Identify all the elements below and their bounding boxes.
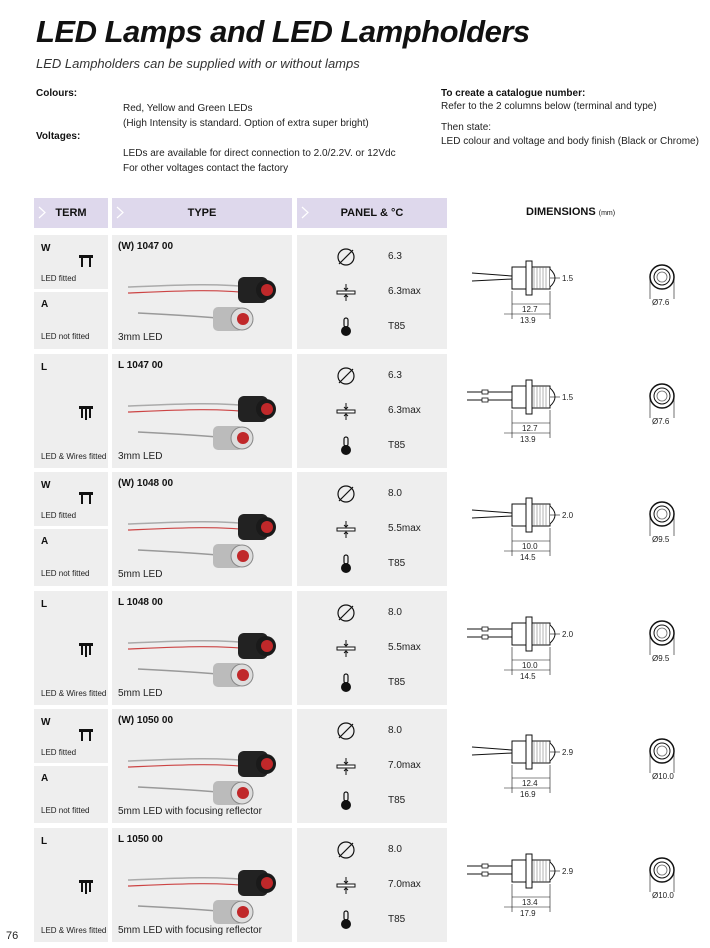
type-desc: 3mm LED [118,332,163,343]
temperature-icon [336,673,356,693]
panel-hole-diameter-icon [336,721,356,741]
column-header-type [112,198,292,228]
panel-value: 6.3max [388,404,421,416]
type-desc: 5mm LED with focusing reflector [118,806,262,817]
dim-diameter: Ø9.5 [652,535,670,544]
temperature-icon [336,436,356,456]
dimension-drawing [462,478,697,583]
panel-thickness-icon [336,401,356,421]
panel-hole-diameter-icon [336,247,356,267]
dimension-drawing [462,715,697,820]
panel-value: T85 [388,321,406,332]
term-letter: A [41,536,49,547]
catalogue-text-2: Then state: [441,122,492,133]
dim-flange: 2.0 [562,629,574,639]
terminal-wires-icon [78,641,94,657]
dim-flange: 2.9 [562,748,574,757]
dim-flange: 1.5 [562,392,574,402]
chevron-right-icon [301,206,309,219]
panel-thickness-icon [336,519,356,539]
catalogue-text-1: Refer to the 2 columns below (terminal and type) [441,101,657,112]
dim-length-1: 10.0 [522,542,538,551]
panel-value: T85 [388,795,406,806]
panel-value: 5.5max [388,523,421,534]
column-header-panel-label: PANEL & °C [340,207,404,219]
panel-value: T85 [388,676,406,688]
panel-hole-diameter-icon [336,840,356,860]
type-code: (W) 1048 00 [118,478,174,489]
panel-value: 8.0 [388,725,402,736]
type-code: (W) 1050 00 [118,715,174,726]
dim-length-2: 13.9 [520,434,536,444]
panel-value: 8.0 [388,488,402,499]
panel-value: 6.3 [388,251,402,262]
panel-value: 6.3 [388,369,402,381]
column-header-panel [297,198,447,228]
term-letter: L [41,361,48,373]
panel-thickness-icon [336,638,356,658]
dimension-drawing [462,360,697,465]
temperature-icon [336,554,356,574]
terminal-wires-icon [78,878,94,894]
panel-hole-diameter-icon [336,366,356,386]
panel-value: 7.0max [388,760,421,771]
terminal-icon [78,490,94,506]
panel-thickness-icon [336,756,356,776]
panel-value: T85 [388,439,406,451]
panel-value: 7.0max [388,878,421,890]
chevron-right-icon [38,206,46,219]
term-note: LED not fitted [41,569,90,578]
panel-thickness-icon [336,875,356,895]
panel-cell [297,354,447,468]
panel-value: 5.5max [388,641,421,653]
temperature-icon [336,791,356,811]
panel-cell [297,591,447,705]
dim-diameter: Ø10.0 [652,772,674,781]
temperature-icon [336,910,356,930]
voltages-text-2: For other voltages contact the factory [123,163,289,174]
page-number: 76 [6,930,19,942]
page-title: LED Lamps and LED Lampholders [36,14,530,49]
page-subtitle: LED Lampholders can be supplied with or without lamps [36,56,360,71]
dim-length-1: 12.7 [522,305,538,314]
dim-flange: 2.9 [562,866,574,876]
voltages-text-1: LEDs are available for direct connection to 2.0/2.2V. or 12Vdc [123,148,396,159]
type-code: L 1047 00 [118,359,163,371]
term-letter: W [41,480,51,491]
dim-diameter: Ø9.5 [652,653,670,663]
term-note: LED & Wires fitted [41,451,107,461]
panel-value: 8.0 [388,606,402,618]
panel-cell [297,472,447,586]
term-letter: W [41,717,51,728]
terminal-icon [78,727,94,743]
term-note: LED & Wires fitted [41,925,107,935]
type-desc: 5mm LED with focusing reflector [118,924,262,936]
voltages-label: Voltages: [36,131,81,142]
type-code: (W) 1047 00 [118,241,174,252]
term-note: LED fitted [41,748,77,757]
panel-value: T85 [388,913,406,925]
panel-value: 6.3max [388,286,421,297]
colours-text-2: (High Intensity is standard. Option of extra super bright) [123,118,369,129]
panel-value: 8.0 [388,843,402,855]
dim-diameter: Ø10.0 [652,890,674,900]
term-letter: A [41,773,49,784]
term-note: LED fitted [41,274,77,283]
dimension-drawing [462,597,697,702]
panel-cell [297,235,447,349]
dimension-drawing [462,241,697,346]
colours-label: Colours: [36,88,78,99]
column-header-term-label: TERM [55,207,87,219]
terminal-icon [78,253,94,269]
catalogue-text-3: LED colour and voltage and body finish (Black or Chrome) [441,136,699,147]
term-note: LED not fitted [41,332,90,341]
dim-length-1: 13.4 [522,897,538,907]
temperature-icon [336,317,356,337]
type-code: L 1048 00 [118,596,163,608]
column-header-term [34,198,108,228]
type-desc: 3mm LED [118,450,163,462]
term-letter: W [41,243,51,254]
dim-diameter: Ø7.6 [652,416,670,426]
dim-flange: 1.5 [562,274,574,283]
catalogue-label: To create a catalogue number: [441,88,586,99]
type-desc: 5mm LED [118,569,163,580]
panel-cell [297,709,447,823]
dimension-drawing [462,834,697,939]
dim-length-1: 12.4 [522,779,538,788]
type-desc: 5mm LED [118,687,163,699]
panel-value: T85 [388,558,406,569]
column-header-dimensions-label: DIMENSIONS [526,206,596,218]
dim-flange: 2.0 [562,511,574,520]
term-note: LED not fitted [41,806,90,815]
panel-hole-diameter-icon [336,484,356,504]
dim-length-2: 16.9 [520,790,536,799]
chevron-right-icon [116,206,124,219]
panel-cell [297,828,447,942]
panel-thickness-icon [336,282,356,302]
dim-length-2: 13.9 [520,316,536,325]
column-header-type-label: TYPE [187,207,217,219]
type-code: L 1050 00 [118,833,163,845]
dim-length-2: 14.5 [520,553,536,562]
dim-diameter: Ø7.6 [652,298,670,307]
term-letter: L [41,835,48,847]
term-letter: L [41,598,48,610]
term-note: LED & Wires fitted [41,688,107,698]
column-header-dimensions [526,206,615,218]
term-note: LED fitted [41,511,77,520]
dim-length-2: 17.9 [520,908,536,918]
terminal-wires-icon [78,404,94,420]
colours-text-1: Red, Yellow and Green LEDs [123,103,253,114]
dim-length-1: 10.0 [522,660,538,670]
panel-hole-diameter-icon [336,603,356,623]
dim-length-2: 14.5 [520,671,536,681]
term-letter: A [41,299,49,310]
dim-length-1: 12.7 [522,423,538,433]
dimensions-unit: (mm) [598,210,616,217]
